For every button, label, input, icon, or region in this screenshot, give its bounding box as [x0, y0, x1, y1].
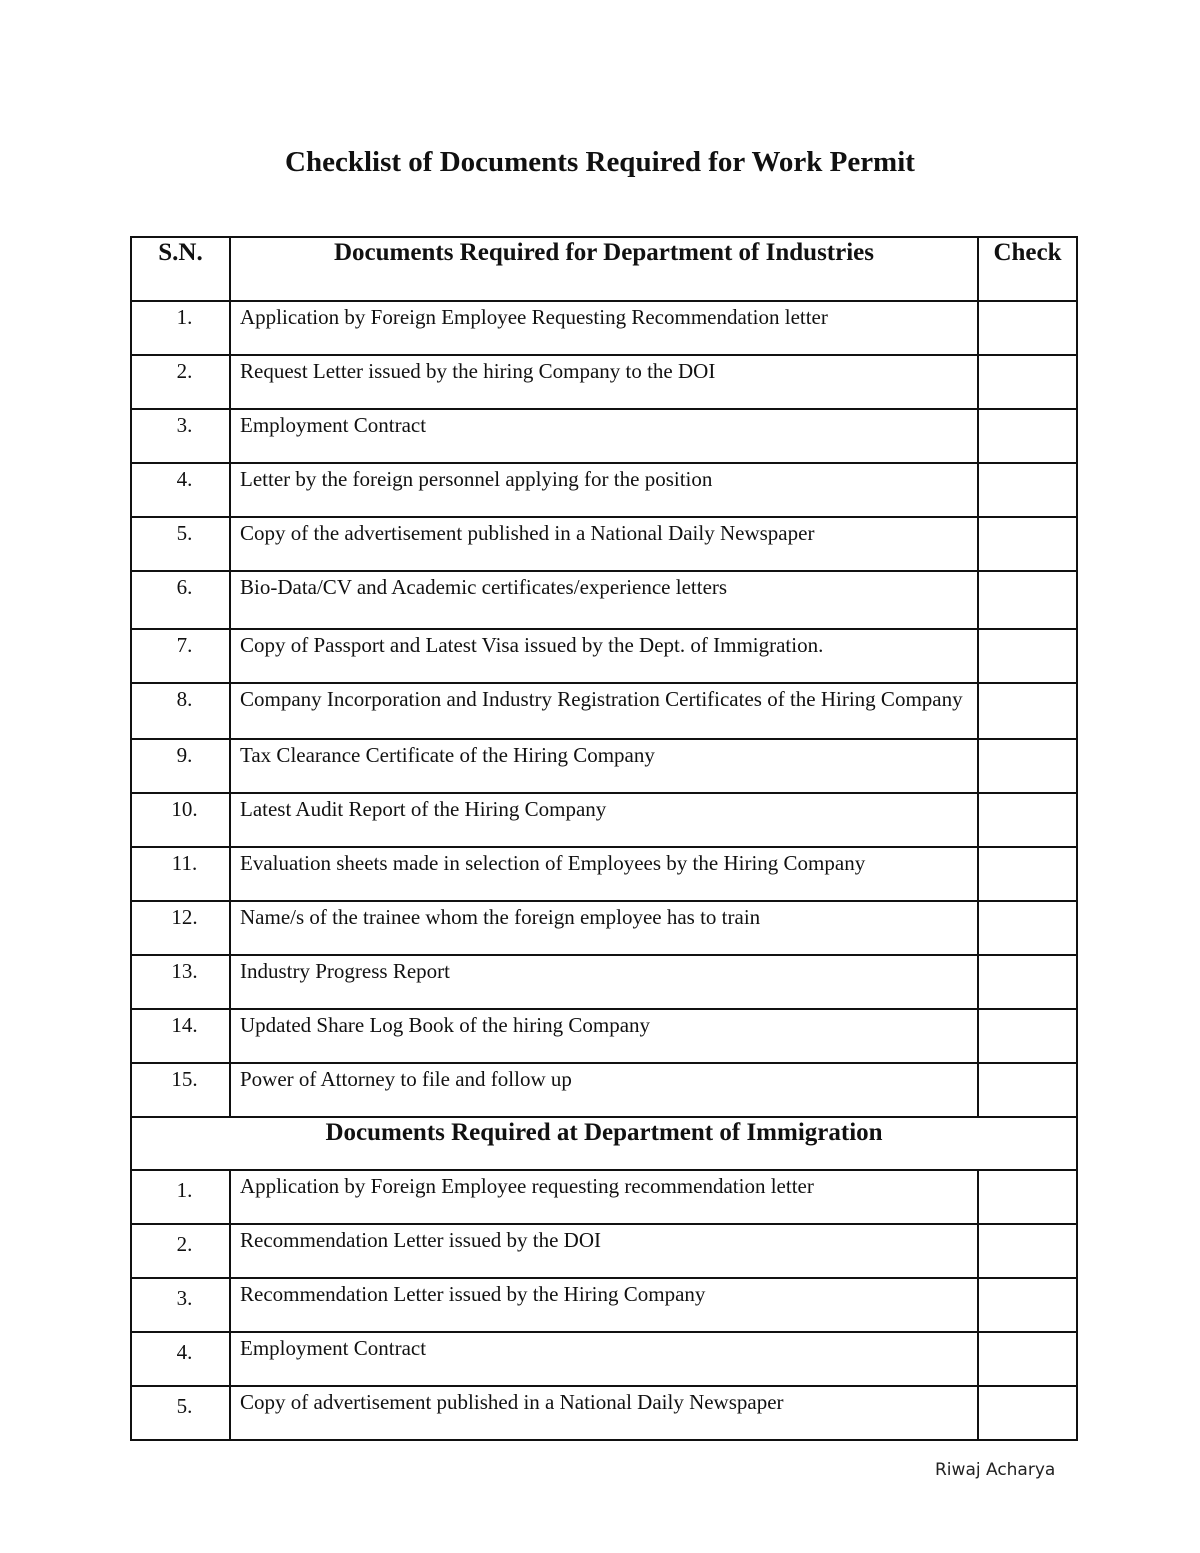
table-row	[131, 463, 1077, 517]
header-documents: Documents Required for Department of Industries	[230, 237, 978, 301]
row-document: Company Incorporation and Industry Registration Certificates of the Hiring Company	[230, 683, 978, 739]
row-sn: 6.	[131, 571, 230, 629]
check-cell[interactable]	[978, 955, 1077, 1009]
table-row	[131, 739, 1077, 793]
row-sn: 3.	[131, 409, 230, 463]
row-sn: 1.	[131, 301, 230, 355]
check-cell[interactable]	[978, 739, 1077, 793]
footer-author: Riwaj Acharya	[935, 1460, 1056, 1480]
table-row	[131, 355, 1077, 409]
row-sn: 9.	[131, 739, 230, 793]
row-sn: 3.	[131, 1278, 230, 1332]
row-sn: 1.	[131, 1170, 230, 1224]
table-row	[131, 683, 1077, 739]
row-sn: 10.	[131, 793, 230, 847]
table-row	[131, 517, 1077, 571]
row-sn: 12.	[131, 901, 230, 955]
row-sn: 13.	[131, 955, 230, 1009]
check-cell[interactable]	[978, 847, 1077, 901]
row-document: Recommendation Letter issued by the Hiring Company	[230, 1278, 978, 1332]
table-row	[131, 1009, 1077, 1063]
table-row	[131, 847, 1077, 901]
check-cell[interactable]	[978, 1063, 1077, 1117]
row-document: Letter by the foreign personnel applying for the position	[230, 463, 978, 517]
table-row	[131, 1332, 1077, 1386]
row-sn: 11.	[131, 847, 230, 901]
documents-checklist-table	[130, 236, 1078, 1441]
check-cell[interactable]	[978, 629, 1077, 683]
check-cell[interactable]	[978, 1278, 1077, 1332]
row-sn: 4.	[131, 1332, 230, 1386]
table-row	[131, 1170, 1077, 1224]
row-document: Copy of Passport and Latest Visa issued by the Dept. of Immigration.	[230, 629, 978, 683]
check-cell[interactable]	[978, 571, 1077, 629]
row-sn: 2.	[131, 1224, 230, 1278]
table-row	[131, 1224, 1077, 1278]
check-cell[interactable]	[978, 301, 1077, 355]
table-row	[131, 409, 1077, 463]
check-cell[interactable]	[978, 1332, 1077, 1386]
row-document: Employment Contract	[230, 1332, 978, 1386]
row-sn: 15.	[131, 1063, 230, 1117]
check-cell[interactable]	[978, 1224, 1077, 1278]
row-document: Application by Foreign Employee requesting recommendation letter	[230, 1170, 978, 1224]
check-cell[interactable]	[978, 1170, 1077, 1224]
table-row	[131, 1278, 1077, 1332]
header-sn: S.N.	[131, 237, 230, 301]
check-cell[interactable]	[978, 517, 1077, 571]
row-document: Employment Contract	[230, 409, 978, 463]
check-cell[interactable]	[978, 1009, 1077, 1063]
row-document: Copy of advertisement published in a National Daily Newspaper	[230, 1386, 978, 1440]
immigration-section-title: Documents Required at Department of Immigration	[131, 1117, 1077, 1170]
row-sn: 8.	[131, 683, 230, 739]
row-document: Tax Clearance Certificate of the Hiring Company	[230, 739, 978, 793]
table-row	[131, 301, 1077, 355]
row-sn: 4.	[131, 463, 230, 517]
row-document: Request Letter issued by the hiring Company to the DOI	[230, 355, 978, 409]
row-sn: 2.	[131, 355, 230, 409]
table-header-row	[131, 237, 1077, 301]
row-sn: 7.	[131, 629, 230, 683]
row-sn: 14.	[131, 1009, 230, 1063]
check-cell[interactable]	[978, 409, 1077, 463]
row-document: Industry Progress Report	[230, 955, 978, 1009]
page-title: Checklist of Documents Required for Work Permit	[285, 146, 915, 178]
row-document: Recommendation Letter issued by the DOI	[230, 1224, 978, 1278]
row-sn: 5.	[131, 517, 230, 571]
check-cell[interactable]	[978, 793, 1077, 847]
row-sn: 5.	[131, 1386, 230, 1440]
table-row	[131, 901, 1077, 955]
header-check: Check	[978, 237, 1077, 301]
check-cell[interactable]	[978, 901, 1077, 955]
row-document: Evaluation sheets made in selection of Employees by the Hiring Company	[230, 847, 978, 901]
row-document: Updated Share Log Book of the hiring Company	[230, 1009, 978, 1063]
table-row	[131, 1063, 1077, 1117]
table-row	[131, 1386, 1077, 1440]
table-row	[131, 793, 1077, 847]
check-cell[interactable]	[978, 683, 1077, 739]
check-cell[interactable]	[978, 463, 1077, 517]
row-document: Bio-Data/CV and Academic certificates/experience letters	[230, 571, 978, 629]
row-document: Copy of the advertisement published in a National Daily Newspaper	[230, 517, 978, 571]
table-row	[131, 955, 1077, 1009]
row-document: Latest Audit Report of the Hiring Company	[230, 793, 978, 847]
row-document: Name/s of the trainee whom the foreign employee has to train	[230, 901, 978, 955]
table-row	[131, 571, 1077, 629]
table-row	[131, 629, 1077, 683]
check-cell[interactable]	[978, 355, 1077, 409]
section-header-row	[131, 1117, 1077, 1170]
row-document: Application by Foreign Employee Requesting Recommendation letter	[230, 301, 978, 355]
row-document: Power of Attorney to file and follow up	[230, 1063, 978, 1117]
check-cell[interactable]	[978, 1386, 1077, 1440]
